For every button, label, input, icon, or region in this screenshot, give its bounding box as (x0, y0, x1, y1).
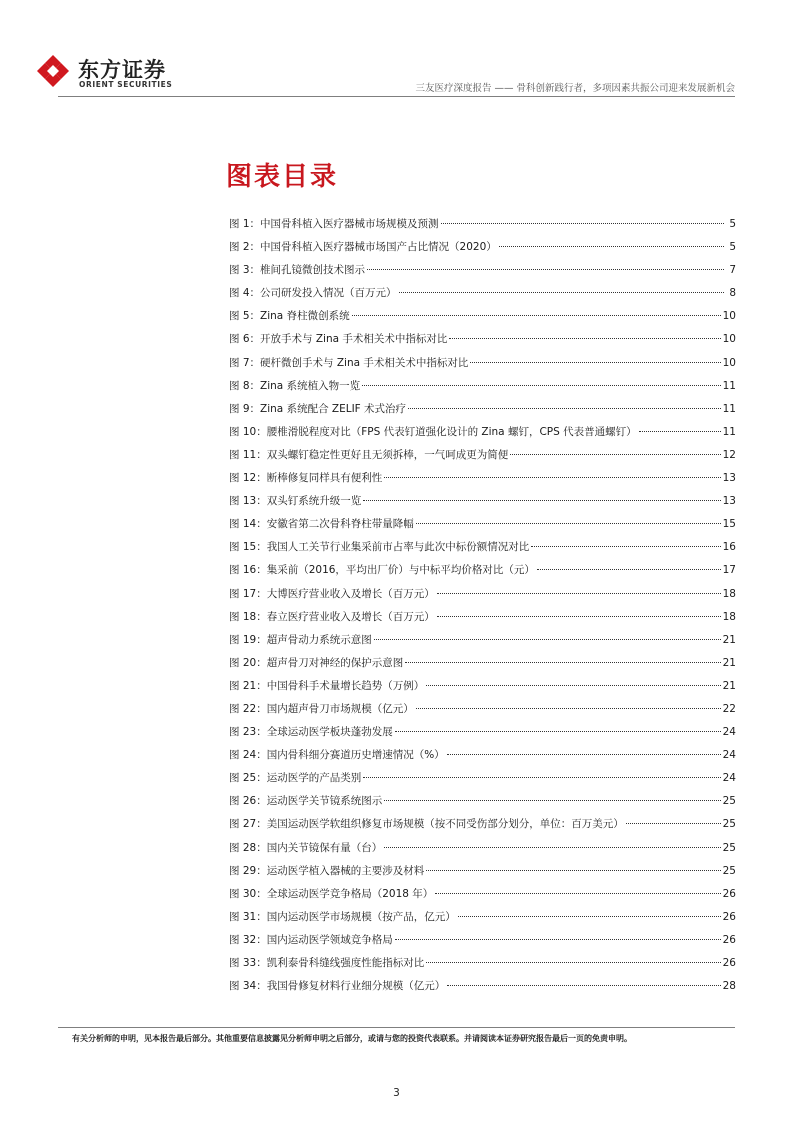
toc-entry-label: 图 25： (229, 772, 267, 785)
toc-entry-page: 10 (722, 356, 736, 369)
toc-leader-dots (416, 523, 721, 524)
toc-entry-page: 5 (729, 218, 736, 230)
toc-leader-dots (426, 962, 720, 963)
toc-entry-page: 25 (722, 795, 736, 808)
toc-entry[interactable] (229, 331, 736, 354)
toc-entry-page: 15 (722, 518, 736, 531)
toc-entry-title: 安徽省第二次骨科脊柱带量降幅 (266, 518, 414, 531)
toc-entry-title: 我国骨修复材料行业细分规模（亿元） (266, 980, 446, 993)
toc-entry-page: 12 (722, 448, 736, 461)
toc-entry-page: 26 (722, 910, 736, 923)
toc-entry-title: 公司研发投入情况（百万元） (260, 287, 397, 300)
toc-leader-dots (510, 454, 720, 455)
toc-entry-title: 我国人工关节行业集采前市占率与此次中标份额情况对比 (266, 541, 530, 554)
toc-leader-dots (363, 777, 720, 778)
toc-entry[interactable] (229, 793, 736, 816)
toc-entry[interactable] (229, 262, 736, 285)
toc-entry-page: 11 (722, 402, 736, 415)
toc-leader-dots (367, 269, 724, 270)
toc-leader-dots (626, 823, 721, 824)
toc-entry-title: 集采前（2016，平均出厂价）与中标平均价格对比（元） (266, 564, 535, 577)
toc-entry-title: 国内骨科细分赛道历史增速情况（%） (266, 749, 445, 762)
company-logo (36, 50, 206, 94)
toc-entry-page: 21 (722, 656, 736, 669)
toc-leader-dots (437, 616, 721, 617)
toc-entry-title: 腰椎滑脱程度对比（FPS 代表钉道强化设计的 Zina 螺钉，CPS 代表普通螺钉） (266, 425, 637, 438)
toc-entry[interactable] (229, 470, 736, 493)
toc-entry-label: 图 6： (229, 333, 261, 346)
header-divider (58, 96, 735, 97)
toc-leader-dots (362, 385, 721, 386)
toc-entry-title: 大博医疗营业收入及增长（百万元） (266, 587, 435, 600)
toc-entry-page: 8 (729, 287, 736, 300)
toc-entry-label: 图 12： (229, 472, 267, 485)
toc-entry-title: 全球运动医学板块蓬勃发展 (266, 726, 393, 739)
toc-leader-dots (449, 338, 720, 339)
toc-entry[interactable] (229, 724, 736, 747)
toc-leader-dots (384, 800, 720, 801)
toc-entry[interactable] (229, 678, 736, 701)
toc-entry-label: 图 11： (229, 448, 267, 461)
toc-entry[interactable] (229, 586, 736, 609)
toc-entry-label: 图 18： (229, 610, 267, 623)
toc-entry-title: 国内超声骨刀市场规模（亿元） (266, 702, 414, 715)
toc-entry-label: 图 16： (229, 564, 267, 577)
toc-entry[interactable] (229, 609, 736, 632)
toc-entry-label: 图 9： (229, 402, 261, 415)
toc-entry-page: 26 (722, 933, 736, 946)
toc-leader-dots (435, 893, 720, 894)
toc-leader-dots (416, 708, 721, 709)
toc-leader-dots (352, 315, 721, 316)
toc-entry-page: 13 (722, 472, 736, 485)
page-number: 3 (393, 1087, 400, 1099)
toc-entry-title: Zina 系统植入物一览 (260, 379, 361, 392)
toc-entry-page: 25 (722, 864, 736, 877)
toc-entry-label: 图 24： (229, 749, 267, 762)
toc-entry-page: 5 (729, 241, 736, 254)
toc-entry-label: 图 2： (229, 241, 261, 254)
toc-entry-label: 图 32： (229, 933, 267, 946)
toc-leader-dots (384, 847, 720, 848)
orient-securities-logo-icon (36, 54, 70, 88)
toc-leader-dots (399, 292, 724, 293)
toc-list (229, 216, 736, 1001)
toc-entry[interactable] (229, 285, 736, 308)
toc-entry-page: 25 (722, 841, 736, 854)
toc-leader-dots (499, 246, 724, 247)
toc-entry-page: 7 (729, 264, 736, 277)
toc-entry-label: 图 27： (229, 818, 267, 831)
toc-entry[interactable] (229, 239, 736, 262)
toc-entry-page: 11 (722, 425, 736, 438)
toc-entry-page: 10 (722, 333, 736, 346)
toc-entry-page: 17 (722, 564, 736, 577)
toc-leader-dots (470, 362, 720, 363)
toc-leader-dots (395, 939, 721, 940)
toc-leader-dots (384, 477, 720, 478)
toc-entry[interactable] (229, 424, 736, 447)
toc-leader-dots (639, 431, 721, 432)
toc-entry-label: 图 28： (229, 841, 267, 854)
toc-leader-dots (408, 408, 721, 409)
toc-entry-label: 图 15： (229, 541, 267, 554)
footer-disclaimer: 有关分析师的申明，见本报告最后部分。其他重要信息披露见分析师申明之后部分，或请与您的投资代表联系。并请阅读本证券研究报告最后一页的免责申明。 (72, 1034, 632, 1043)
toc-entry[interactable] (229, 562, 736, 585)
toc-entry-title: 中国骨科手术量增长趋势（万例） (266, 679, 425, 692)
toc-entry-title: 运动医学植入器械的主要涉及材料 (266, 864, 425, 877)
toc-entry[interactable] (229, 516, 736, 539)
toc-entry-page: 16 (722, 541, 736, 554)
toc-leader-dots (426, 685, 720, 686)
toc-entry-page: 10 (722, 310, 736, 323)
toc-entry[interactable] (229, 955, 736, 978)
toc-entry[interactable] (229, 840, 736, 863)
footer-divider (58, 1027, 735, 1028)
toc-leader-dots (458, 916, 721, 917)
logo-english-name: ORIENT SECURITIES (79, 80, 173, 89)
toc-entry-page: 18 (722, 610, 736, 623)
toc-entry-title: 中国骨科植入医疗器械市场国产占比情况（2020） (260, 241, 497, 254)
toc-entry-page: 24 (722, 749, 736, 762)
toc-entry-title: 美国运动医学软组织修复市场规模（按不同受伤部分划分，单位：百万美元） (266, 818, 624, 831)
toc-entry-title: 凯利泰骨科缝线强度性能指标对比 (266, 957, 425, 969)
toc-entry-title: 椎间孔镜微创技术图示 (260, 264, 366, 277)
toc-entry-label: 图 26： (229, 795, 267, 808)
toc-entry-label: 图 1： (229, 218, 261, 230)
toc-entry-page: 24 (722, 772, 736, 785)
logo-chinese-name: 东方证券 (78, 58, 166, 82)
toc-entry[interactable] (229, 493, 736, 516)
toc-leader-dots (441, 223, 724, 224)
toc-entry-title: Zina 系统配合 ZELIF 术式治疗 (260, 402, 407, 415)
toc-entry-title: 断棒修复同样具有便利性 (266, 472, 383, 485)
toc-entry-title: 双头螺钉稳定性更好且无须拆棒，一气呵成更为简便 (266, 448, 509, 461)
toc-entry-page: 18 (722, 587, 736, 600)
toc-entry[interactable] (229, 701, 736, 724)
toc-leader-dots (537, 569, 721, 570)
toc-entry-label: 图 3： (229, 264, 261, 277)
toc-entry[interactable] (229, 447, 736, 470)
toc-leader-dots (531, 546, 720, 547)
toc-entry[interactable] (229, 863, 736, 886)
toc-entry-title: 超声骨刀对神经的保护示意图 (266, 656, 404, 669)
toc-entry[interactable] (229, 355, 736, 378)
toc-entry-title: 硬杆微创手术与 Zina 手术相关术中指标对比 (260, 356, 469, 369)
toc-entry[interactable] (229, 747, 736, 770)
toc-entry-page: 28 (722, 980, 736, 993)
toc-entry[interactable] (229, 655, 736, 678)
toc-entry-label: 图 14： (229, 518, 267, 531)
toc-entry-label: 图 10： (229, 425, 267, 438)
toc-entry-page: 26 (722, 957, 736, 969)
toc-entry-label: 图 20： (229, 656, 267, 669)
toc-leader-dots (363, 500, 720, 501)
toc-entry-page: 22 (722, 702, 736, 715)
toc-leader-dots (447, 754, 721, 755)
toc-entry-title: 中国骨科植入医疗器械市场规模及预测 (260, 218, 439, 230)
toc-leader-dots (405, 662, 720, 663)
toc-entry-label: 图 29： (229, 864, 267, 877)
toc-entry-title: 国内运动医学市场规模（按产品，亿元） (266, 910, 456, 923)
toc-entry-title: 春立医疗营业收入及增长（百万元） (266, 610, 435, 623)
report-subtitle: 三友医疗深度报告 —— 骨科创新践行者，多项因素共振公司迎来发展新机会 (415, 83, 735, 94)
toc-leader-dots (447, 985, 720, 986)
toc-leader-dots (374, 639, 721, 640)
toc-entry[interactable] (229, 632, 736, 655)
toc-entry[interactable] (229, 378, 736, 401)
toc-entry-label: 图 5： (229, 310, 261, 323)
toc-entry-title: 运动医学关节镜系统图示 (266, 795, 383, 808)
toc-entry-label: 图 4： (229, 287, 261, 300)
toc-entry-label: 图 30： (229, 887, 267, 900)
toc-entry[interactable] (229, 216, 736, 239)
toc-entry-page: 21 (722, 679, 736, 692)
toc-leader-dots (395, 731, 721, 732)
toc-entry-label: 图 17： (229, 587, 267, 600)
toc-entry-label: 图 13： (229, 495, 267, 508)
toc-entry-label: 图 8： (229, 379, 261, 392)
toc-leader-dots (437, 593, 721, 594)
toc-entry-label: 图 19： (229, 633, 267, 646)
toc-entry-page: 25 (722, 818, 736, 831)
toc-entry-title: 国内关节镜保有量（台） (266, 841, 383, 854)
toc-entry-title: 超声骨动力系统示意图 (266, 633, 372, 646)
toc-entry-label: 图 34： (229, 980, 267, 993)
toc-entry[interactable] (229, 978, 736, 1001)
toc-entry[interactable] (229, 401, 736, 424)
toc-entry-label: 图 33： (229, 957, 267, 969)
toc-entry-label: 图 31： (229, 910, 267, 923)
toc-entry[interactable] (229, 770, 736, 793)
toc-entry-title: Zina 脊柱微创系统 (260, 310, 350, 323)
toc-entry[interactable] (229, 909, 736, 932)
toc-entry-title: 开放手术与 Zina 手术相关术中指标对比 (260, 333, 448, 346)
toc-entry[interactable] (229, 539, 736, 562)
toc-entry-label: 图 21： (229, 679, 267, 692)
toc-entry-label: 图 22： (229, 702, 267, 715)
toc-entry-title: 全球运动医学竞争格局（2018 年） (266, 887, 434, 900)
toc-entry-title: 国内运动医学领域竞争格局 (266, 933, 393, 946)
toc-entry-page: 11 (722, 379, 736, 392)
toc-title: 图表目录 (226, 162, 339, 192)
toc-entry[interactable] (229, 308, 736, 331)
toc-entry[interactable] (229, 886, 736, 909)
toc-entry-page: 26 (722, 887, 736, 900)
toc-leader-dots (426, 870, 720, 871)
toc-entry-label: 图 7： (229, 356, 261, 369)
toc-entry-title: 运动医学的产品类别 (266, 772, 362, 785)
toc-entry-page: 13 (722, 495, 736, 508)
toc-entry-page: 24 (722, 726, 736, 739)
toc-entry[interactable] (229, 816, 736, 839)
toc-entry[interactable] (229, 932, 736, 955)
toc-entry-title: 双头钉系统升级一览 (266, 495, 362, 508)
toc-entry-label: 图 23： (229, 726, 267, 739)
toc-entry-page: 21 (722, 633, 736, 646)
